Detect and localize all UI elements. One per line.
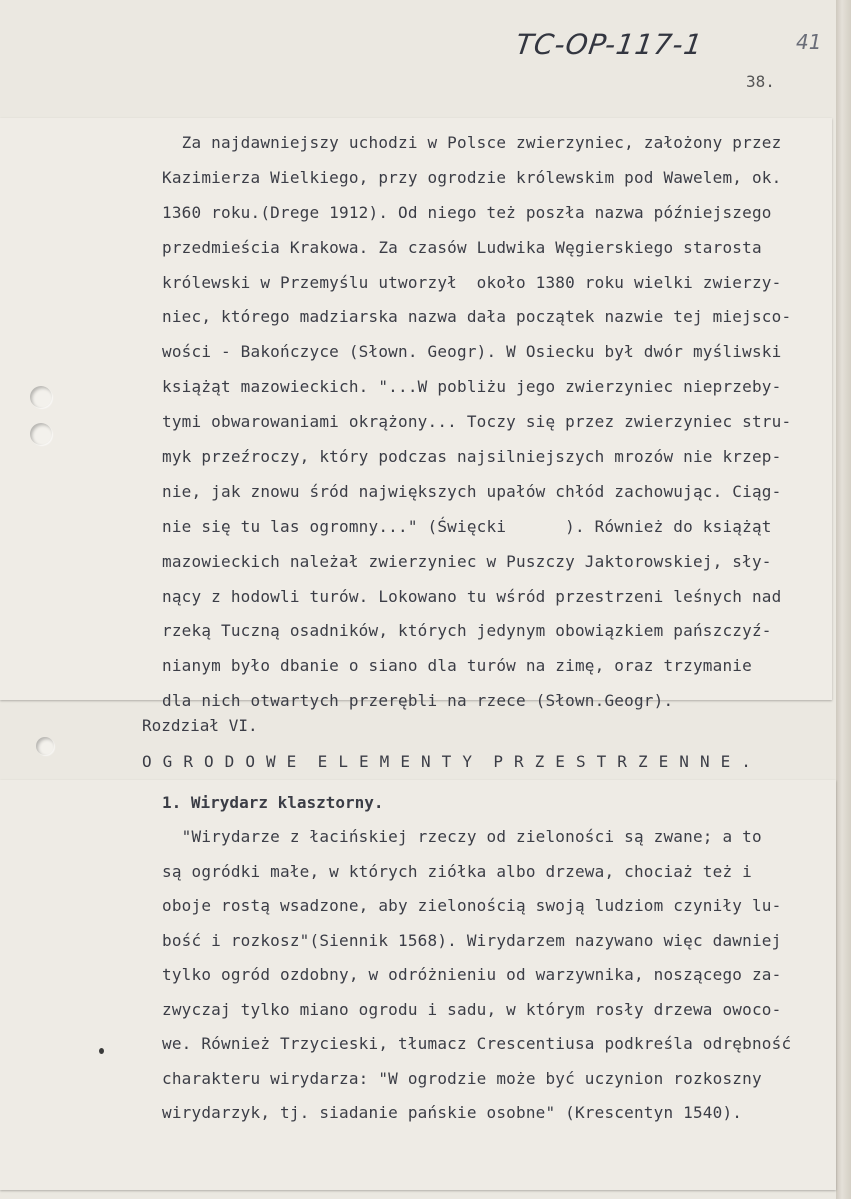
ink-spot	[99, 1048, 104, 1054]
chapter-label: Rozdział VI.	[142, 716, 258, 735]
text-line: oboje rostą wsadzone, aby zielonością swoją ludziom czyniły lu-	[162, 896, 782, 915]
text-line: przedmieścia Krakowa. Za czasów Ludwika Węgierskiego starosta	[162, 237, 762, 257]
text-line: niec, którego madziarska nazwa dała początek nazwie tej miejsco-	[162, 307, 792, 327]
text-line: wości - Bakończyce (Słown. Geogr). W Osiecku był dwór myśliwski	[162, 342, 782, 362]
text-line: są ogródki małe, w których ziółka albo drzewa, chociaż też i	[162, 861, 752, 881]
text-line: tylko ogród ozdobny, w odróżnieniu od warzywnika, noszącego za-	[162, 965, 782, 984]
paragraph-zwierzyniec	[162, 126, 791, 719]
text-line: Za najdawniejszy uchodzi w Polsce zwierzyniec, założony przez	[162, 133, 782, 152]
text-line: wirydarzyk, tj. siadanie pańskie osobne" (Krescentyn 1540).	[162, 1103, 743, 1122]
text-line: królewski w Przemyślu utworzył około 1380 roku wielki zwierzy-	[162, 272, 782, 292]
stacked-pages-edge	[836, 0, 851, 1199]
text-line: mazowieckich należał zwierzyniec w Puszczy Jaktorowskiej, sły-	[162, 551, 772, 571]
punch-hole-icon	[30, 423, 52, 445]
text-line: myk przeźroczy, który podczas najsilniejszych mrozów nie krzep-	[162, 447, 782, 467]
archive-signature-handwritten: TC-OP-117-1	[513, 28, 705, 61]
paragraph-wirydarz	[162, 820, 791, 1131]
text-line: tymi obwarowaniami okrążony... Toczy się przez zwierzyniec stru-	[162, 412, 792, 432]
text-line: charakteru wirydarza: "W ogrodzie może być uczynion rozkoszny	[162, 1068, 762, 1088]
text-line: 1360 roku.(Drege 1912). Od niego też poszła nazwa późniejszego	[162, 202, 772, 222]
folio-number-handwritten: 41	[796, 30, 822, 54]
punch-hole-icon	[30, 386, 52, 408]
text-line: bość i rozkosz"(Siennik 1568). Wirydarzem nazywano więc dawniej	[162, 930, 782, 950]
text-line: nianym było dbanie o siano dla turów na zimę, oraz trzymanie	[162, 656, 752, 676]
section-heading: 1. Wirydarz klasztorny.	[162, 793, 384, 812]
text-line: rzeką Tuczną osadników, których jedynym obowiązkiem pańszczyź-	[162, 621, 772, 641]
chapter-title: O G R O D O W E E L E M E N T Y P R Z E S T R Z E N N E .	[142, 752, 752, 771]
text-line: nący z hodowli turów. Lokowano tu wśród przestrzeni leśnych nad	[162, 586, 782, 606]
text-line: nie, jak znowu śród największych upałów chłód zachowując. Ciąg-	[162, 481, 782, 501]
text-line: nie się tu las ogromny..." (Święcki ). Również do książąt	[162, 516, 772, 536]
text-line: zwyczaj tylko miano ogrodu i sadu, w którym rosły drzewa owoco-	[162, 999, 782, 1019]
text-line: Kazimierza Wielkiego, przy ogrodzie królewskim pod Wawelem, ok.	[162, 167, 782, 187]
text-line: książąt mazowieckich. "...W pobliżu jego zwierzyniec nieprzeby-	[162, 377, 782, 397]
text-line: "Wirydarze z łacińskiej rzeczy od zieloności są zwane; a to	[162, 827, 762, 846]
punch-hole-icon	[36, 737, 54, 755]
text-line: we. Również Trzycieski, tłumacz Crescentiusa podkreśla odrębność	[162, 1034, 792, 1053]
text-line: dla nich otwartych przerębli na rzece (Słown.Geogr).	[162, 691, 674, 711]
page-number: 38.	[746, 72, 775, 91]
